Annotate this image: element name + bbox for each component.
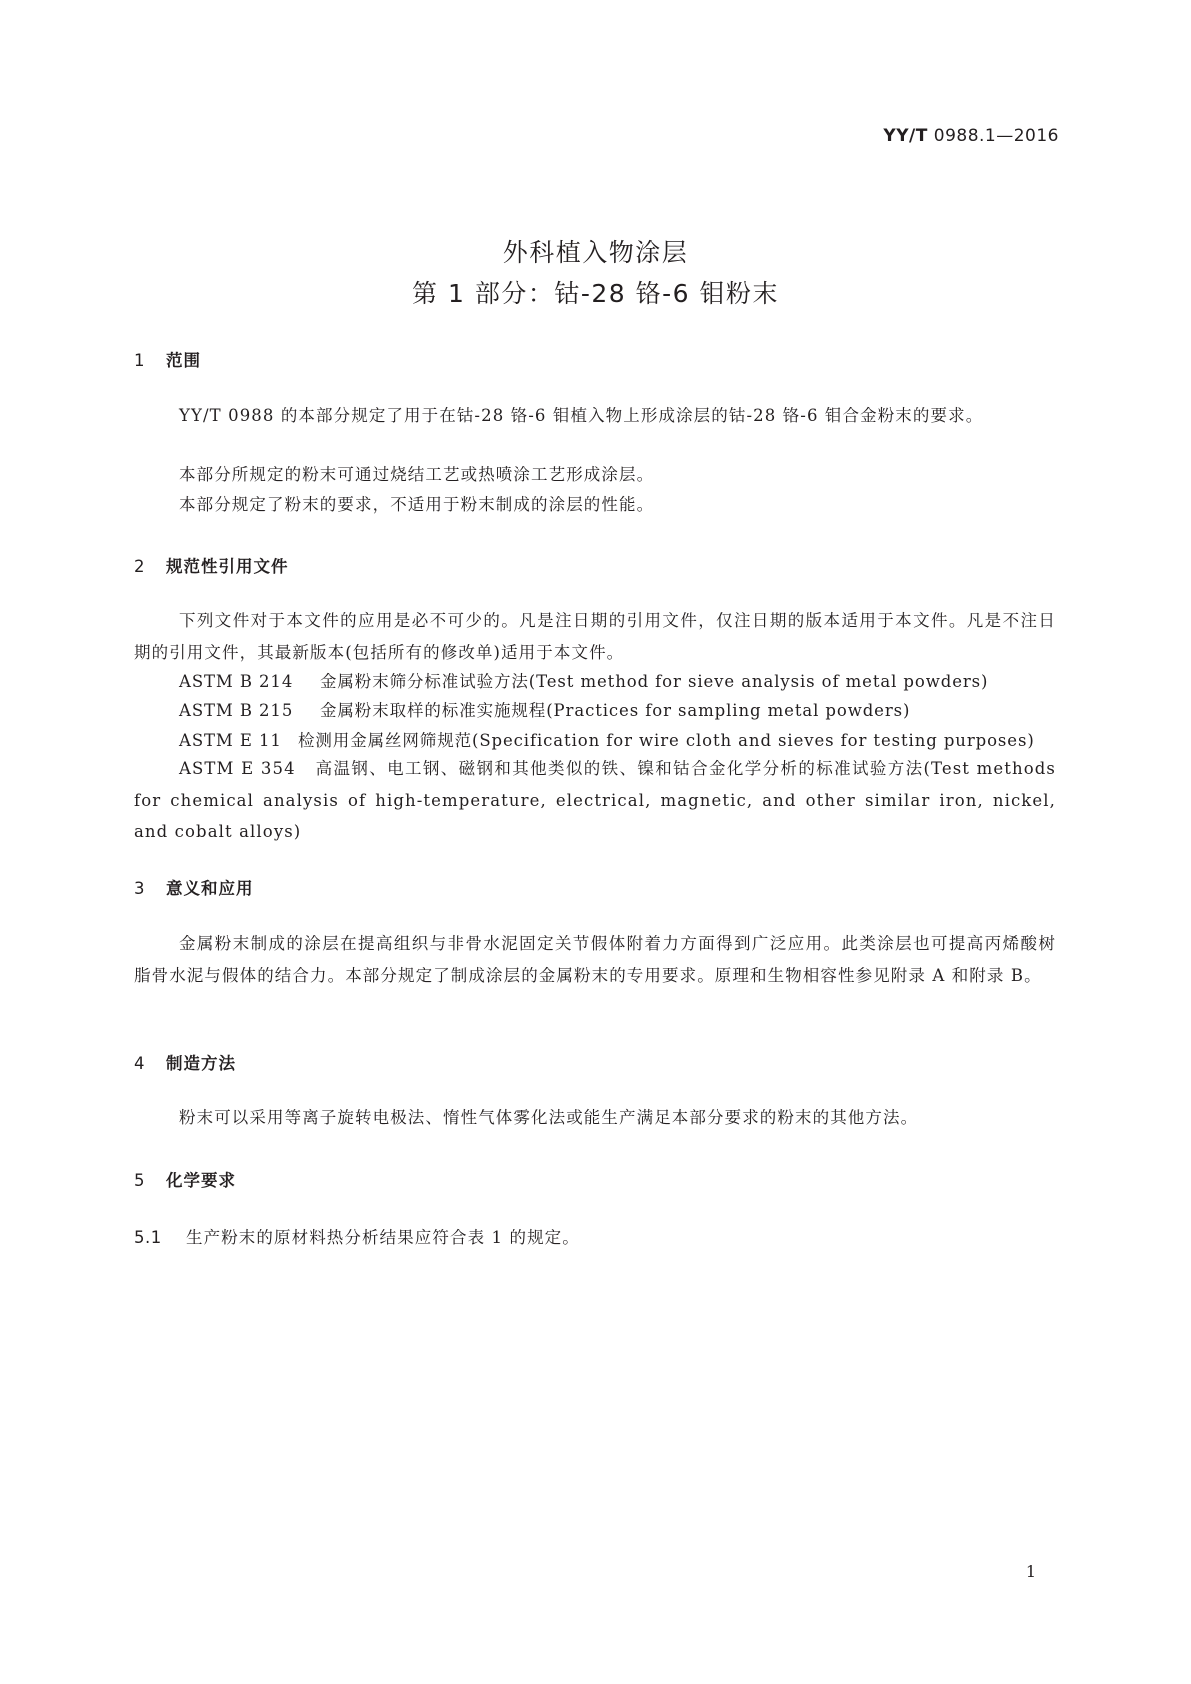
reference-item (179, 668, 988, 692)
clause-number: 5.1 (134, 1228, 162, 1247)
section-title: 化学要求 (166, 1171, 236, 1190)
clause-5-1 (134, 1224, 580, 1248)
section-title: 意义和应用 (166, 879, 254, 898)
reference-code: ASTM E 11 (179, 731, 282, 750)
section-4-heading (134, 1050, 236, 1074)
standard-code-prefix: YY/T (883, 126, 928, 146)
section-number: 4 (134, 1054, 146, 1073)
section-number: 1 (134, 351, 146, 370)
clause-text: 生产粉末的原材料热分析结果应符合表 1 的规定。 (186, 1228, 580, 1247)
standard-code (883, 126, 1059, 146)
reference-title: 检测用金属丝网筛规范(Specification for wire cloth and sieves for testing purposes) (298, 731, 1035, 750)
section-number: 5 (134, 1171, 146, 1190)
section-5-heading (134, 1167, 236, 1191)
section-title: 制造方法 (166, 1054, 236, 1073)
reference-item (179, 727, 1035, 751)
section-1-heading (134, 347, 201, 371)
section-1-paragraph-2: 本部分所规定的粉末可通过烧结工艺或热喷涂工艺形成涂层。 (179, 465, 655, 484)
section-1-paragraph-3: 本部分规定了粉末的要求，不适用于粉末制成的涂层的性能。 (179, 495, 655, 514)
reference-title: 金属粉末筛分标准试验方法(Test method for sieve analysis of metal powders) (320, 672, 989, 691)
document-title: 外科植入物涂层 (502, 238, 689, 267)
reference-code: ASTM E 354 (179, 759, 296, 778)
reference-code: ASTM B 215 (179, 701, 294, 720)
reference-title: 高温钢、电工钢、磁钢和其他类似的铁、镍和钴合金化学分析的标准试验方法(Test methods for chemical analysis of high-temperature, electrical, magnetic, and other similar iron, nickel, and cobalt alloys) (134, 759, 1056, 841)
section-2-heading (134, 553, 289, 577)
reference-code: ASTM B 214 (179, 672, 294, 691)
page-number: 1 (1025, 1562, 1036, 1581)
section-number: 2 (134, 557, 146, 576)
section-number: 3 (134, 879, 146, 898)
reference-item (179, 697, 910, 721)
document-subtitle: 第 1 部分：钴-28 铬-6 钼粉末 (412, 279, 779, 308)
section-4-paragraph: 粉末可以采用等离子旋转电极法、惰性气体雾化法或能生产满足本部分要求的粉末的其他方法。 (179, 1108, 919, 1127)
section-title: 范围 (166, 351, 201, 370)
reference-item (134, 753, 1056, 848)
reference-title: 金属粉末取样的标准实施规程(Practices for sampling metal powders) (320, 701, 911, 720)
section-3-paragraph: 金属粉末制成的涂层在提高组织与非骨水泥固定关节假体附着力方面得到广泛应用。此类涂层也可提高丙烯酸树脂骨水泥与假体的结合力。本部分规定了制成涂层的金属粉末的专用要求。原理和生物相容性参见附录 A 和附录 B。 (134, 934, 1056, 985)
section-2-intro: 下列文件对于本文件的应用是必不可少的。凡是注日期的引用文件，仅注日期的版本适用于本文件。凡是不注日期的引用文件，其最新版本(包括所有的修改单)适用于本文件。 (134, 611, 1056, 662)
section-title: 规范性引用文件 (166, 557, 289, 576)
standard-code-number: 0988.1—2016 (933, 126, 1059, 146)
section-1-paragraph-1: YY/T 0988 的本部分规定了用于在钴-28 铬-6 钼植入物上形成涂层的钴-28 铬-6 钼合金粉末的要求。 (179, 406, 984, 425)
section-3-heading (134, 875, 254, 899)
